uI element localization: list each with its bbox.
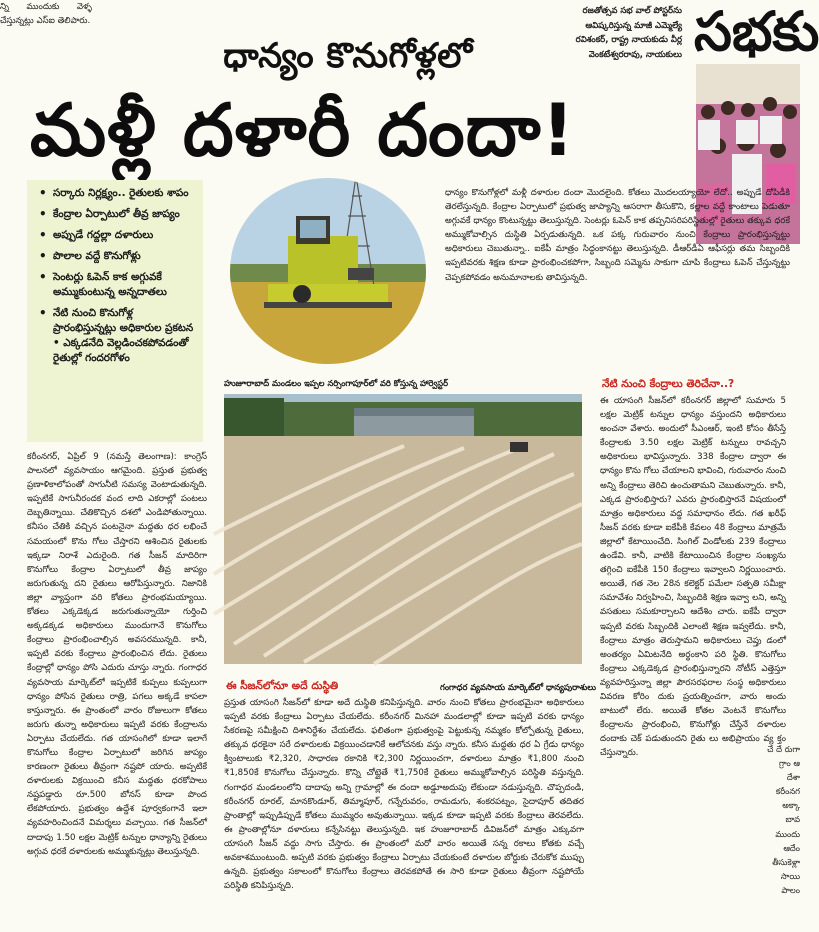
dateline-main-text: కరీంనగర్, ఏప్రిల్ 9 (నమస్తే తెలంగాణ): కాంగ్రెస్ పాలనలో వ్యవసాయం ఆగమైంది. ప్రస్తుత ప్రభుత్వ ప్రణాళికాలోపంతో సాగునీటి సమస్య వెంటాడుతున్నది. ఇప్పటికే సాగునీరందక వంద లాది ఎకరాల్లో పంటలు దెబ్బతిన్నాయి. చేతికొచ్చిన దశలో ఎండిపోతున్నాయి. కనీసం చేతికి వచ్చిన పంటనైనా మద్దతు ధర లభించే సమయంలో కొను గోలు చేస్తారని ఆశించిన రైతులకు ఇక్కడా నిరాశే ఎదురైంది. గత సీజన్ మాదిరిగా కొనుగోలు కేంద్రాల ఏర్పాటులో తీవ్ర జాప్యం జరుగుతున్న దని రైతులు ఆరోపిస్తున్నారు. నిజానికి జిల్లా వ్యాప్తంగా వరి కోతలు ప్రారంభమయ్యాయి. కోతలు ఎక్కడెక్కడ జరుగుతున్నాయో గుర్తించి అక్కడక్కడ అధికారులు ముందుగానే కొనుగోలు కేంద్రాలు ప్రారంభించాల్సిన అవసరమున్నది. కానీ, ఇప్పటి వరకు కేంద్రాలు ప్రారంభించిన లేదు. రైతులు కేంద్రాల్లో ధాన్యం పోసి ఎదురు చూస్తు న్నారు. గంగాధర వ్యవసాయ మార్కెట్‌లో ఇప్పటికే కుప్పలు కుప్పలుగా ధాన్యం పోసిన రైతులు రాత్రి, పగలు అక్కడే కాపలా కాస్తున్నారు. ఈ ప్రాంతంలో వారం రోజులుగా కోతలు జరుగు తున్నా అధికారులు ఇప్పటి వరకు కేంద్రాలను ఏర్పాటు చేయలేదు. గత యాసంగిలో కూడా ఇలాగే కొనుగోలు కేంద్రాల ఏర్పాటులో జరిగిన జాప్యం కారణంగా రైతులు తీవ్రంగా నష్టపో యారు. అప్పటికే దళారులకు విక్రయించి కనీస మద్దతు ధరకోపాలు నష్టపడ్డారు రూ.500 బోనస్ కూడా పొంద లేకపోయారు. ప్రభుత్వం ఉద్దేశ పూర్వకంగానే ఇలా వ్యవహరించిందనే విమర్శలు వచ్చాయి. గత సీజన్‌లో దాదాపు 1.50 లక్షల మెట్రిక్ టన్నుల ధాన్యాన్ని రైతులు అగ్గువ ధరకే దళారులకు అమ్ముకున్నట్లు తెలుస్తున్నది. bbox=[27, 452, 207, 857]
highlight-item: • సర్కారు నిర్లక్ష్యం.. రైతులకు శాపం bbox=[39, 186, 189, 200]
highlight-item: • పొలాల వద్దే కొనుగోళ్లు bbox=[39, 249, 141, 263]
highlight-item: • కేంద్రాల ఏర్పాటులో తీవ్ర జాప్యం bbox=[39, 207, 180, 221]
bullet-icon: • bbox=[39, 228, 47, 242]
right-column-text: ఈ యాసంగి సీజన్‌లో కరీంనగర్ జిల్లాలో సుమారు 5 లక్షల మెట్రిక్ టన్నుల ధాన్యం వస్తుందని అధికారులు అంచనా వేశారు. అందులో సీఎంఆర్, ఇంటి కోసం తీసేస్తే కేంద్రాలకు 3.50 లక్షల మెట్రిక్ టన్నులు రావచ్చని అధికారులు భావిస్తున్నారు. 338 కేంద్రాల ద్వారా ఈ ధాన్యం కొను గోలు చేయాలని భావించి, గురువారం నుంచి అన్ని కేంద్రాలు తెరిచి ఉంచుతామని చెబుతున్నారు. కానీ, ఎక్కడ ప్రారంభిస్తారు? ఎవరు ప్రారంభిస్తారనే విషయంలో మాత్రం అధికారులు వద్ద సమాధానం లేదు. గత ఖరీఫ్ సీజన్ వరకు కూడా ఐకేపీకి కేవలం 48 కేంద్రాలు మాత్రమే జిల్లాలో కేటాయించేది. సింగిల్ విండోలకు 239 కేంద్రాలు ఉండేవి. కానీ, వాటికి కేటాయించిన కేంద్రాల సంఖ్యను తగ్గించి ఐకేపీకి 150 కేంద్రాలు ఇవ్వాలని నిర్ణయించారు. అయితే, గత నెల 28న కలెక్టర్ పమేలా సత్పతి సమీక్షా సమావేశం నిర్వహించి, సిబ్బందికి శిక్షణ ఇవ్వా లని, అన్ని వసతులు సమకూర్చాలని ఆదేశిం చారు. ఐకేపీ ద్వారా ఇప్పటి వరకు సిబ్బందికి ఎలాంటి శిక్షణ ఇవ్వలేదు. కానీ, కేంద్రాలు మాత్రం తెరుస్తామని అధికారులు చెప్తు డంలో అంతర్యం ఏమిటనేది అర్థంకాని పరి స్థితి. కొనుగోలు కేంద్రాలు ఎక్కడెక్కడ ప్రారంభిస్తున్నారని నోటీస్ ఎత్తెస్తూ వ్యవహరిస్తున్నా జిల్లా పౌరసరఫరాల సంస్థ అధికారులు వివరణ కోరిం దుకు ప్రయత్నించగా, వారు అందు బాటులో లేరు. అయితే కోతల వెంటనే కొనుగోలు కేంద్రాలను ప్రారంభించి, కొనుగోళ్లు చేస్తేనే దళారుల దందాకు చెక్ పడుతుందని రైతు లు అభిప్రాయం వ్య క్తం చేస్తున్నారు. bbox=[600, 396, 786, 759]
subheading-centers-open: నేటి నుంచి కేంద్రాలు తెరిచేనా..? bbox=[602, 378, 735, 390]
bullet-icon: • bbox=[39, 270, 47, 284]
harvester-photo-caption: హుజూరాబాద్ మండలం ఇప్పల నర్సింగాపూర్‌లో వరి కోస్తున్న హార్వెస్టర్ bbox=[224, 378, 449, 388]
highlight-item: • సెంటర్లు ఓపెన్‌ కాక అగ్గువకే అమ్ముకుంటున్న అన్నదాతలు bbox=[39, 270, 167, 298]
top-left-continuation-text: న్ని ముందుకు వెళ్ళ చేస్తున్నట్లు ఎస్‌ఐ తెలిపారు. bbox=[0, 2, 92, 27]
highlight-item: • నేటి నుంచి కొనుగోళ్ల ప్రారంభిస్తున్నట్లు అధికారుల ప్రకటన • ఎక్కడనేది వెల్లడించకపోవడంతో రైతుల్లో గందరగోళం bbox=[39, 306, 194, 364]
bullet-icon: • bbox=[39, 306, 47, 320]
harvester-photo bbox=[228, 176, 428, 366]
intro-paragraph: ధాన్యం కొనుగోళ్లలో మళ్లీ దళారుల దందా మొదలైంది. కోతలు మొదలయ్యాయో లేదో.. అప్పుడే దోపిడీకి తెరలేస్తున్నది. కేంద్రాల ఏర్పాటులో ప్రభుత్వ జాప్యాన్ని ఆసరాగా తీసుకొని, కల్లాల వద్దే కాంటాలు పెడుతూ అగ్గువకే ధాన్యం కొంటున్నట్టు తెలుస్తున్నది. సెంటర్లు ఓపెన్ కాక తప్పనిసరిపరిస్థితుల్లో రైతులు తక్కువ ధరకే అమ్ముకోవాల్సిన దుస్థితి ఏర్పడుతున్నది. ఒక పక్క గురువారం నుంచి కేంద్రాలు ప్రారంభిస్తున్నట్టు అధికారులు చెబుతున్నా.. ఐకేపీ మాత్రం సిద్ధంకానట్టు తెలుస్తున్నది. డీఆర్‌డీఏ ఆఫీసర్లు తమ సిబ్బందికి ఇప్పటివరకు శిక్షణ కూడా ప్రారంభించకపోగా, సిబ్బంది సమ్మెను సాకుగా చూపి కేంద్రాలు ఓపెన్ చేస్తున్నట్టు చెప్పకపోవడం అనుమానాలకు తావిస్తున్నది. bbox=[445, 188, 790, 283]
bullet-icon: • bbox=[39, 186, 47, 200]
bullet-icon: • bbox=[39, 249, 47, 263]
grain-yard-photo-caption: గంగాధర వ్యవసాయ మార్కెట్‌లో ధాన్యపురాశులు bbox=[440, 682, 597, 692]
headline: మళ్లీ దళారీ దందా! bbox=[30, 88, 576, 172]
bullet-icon: • bbox=[39, 207, 47, 221]
adjacent-story-heading: సభకు bbox=[694, 0, 819, 63]
season-section-text: ప్రస్తుత యాసంగి సీజన్‌లో కూడా అదే దుస్థితి కనిపిస్తున్నది. వారం నుంచి కోతలు ప్రారంభమైనా అధికారులు ఇప్పటి వరకు కేంద్రాలు ఏర్పాటు చేయలేదు. కరీంనగర్ మినహా మండలాల్లో కూడా ఇప్పటి వరకు ధాన్యం సేకరణపై సమీక్షించి దిశానిర్దేశం చేయలేదు. ఫలితంగా ప్రభుత్వంపై పెట్టుకున్న నమ్మకం కోల్పోతున్న రైతులు, తక్కువ ధరకైనా సరే దళారులకు విక్రయించడానికే ఆలోచనకు వస్తు న్నారు. కనీస మద్దతు ధర ఏ గ్రేడు ధాన్యం క్వింటాలుకు ₹2,320, సాధారణ రకానికి ₹2,300 నిర్ణయించగా, దళారులు మాత్రం ₹1,800 నుంచి ₹1,850కే కొనుగోలు చేస్తున్నారు. కొన్ని చోట్లైతే ₹1,750కే రైతులు అమ్ముకోవాల్సిన పరిస్థితి వస్తున్నది. గంగాధర మండలంలోని దాదాపు అన్ని గ్రామాల్లో ఈ దందా అడ్డూఅదుపు లేకుండా నడుస్తున్నది. చొప్పదండి, కరీంనగర్ రూరల్, మానకొండూర్, తిమ్మాపూర్, గన్నేరువరం, రామడుగు, శంకరపట్నం, సైదాపూర్ తదితర ప్రాంతాల్లో ఇప్పుడిప్పుడే కోతలు ముమ్మరం అవుతున్నాయి. ఇక్కడ కూడా ఇప్పటి వరకు కేంద్రాలు తెరవలేదు. ఈ ప్రాంతాల్లోనూ దళారులు కన్నేసినట్టు తెలుస్తున్నది. ఇక హుజూరాబాద్ డివిజన్‌లో మాత్రం ఎక్కువగా యాసంగి సీజన్ వద్దు సాగు చేస్తారు. ఈ ప్రాంతంలో మరో వారం అయితే సన్న రకాలు కోతకు వచ్చే అవకాశముంటుంది. అప్పటి వరకు ప్రభుత్వం కేంద్రాలు ఏర్పాటు చేయకుంటే దళారుల బోర్డుకు చేరుకోక ముప్పు ఉన్నది. ప్రభుత్వం సకాలంలో కొనుగోలు కేంద్రాలు తెరవకపోతే ఈ సారి కూడా రైతులు తీవ్రంగా నష్టపోయే పరిస్థితి కనిపిస్తున్నది. bbox=[224, 698, 584, 892]
grain-yard-photo bbox=[224, 394, 582, 664]
headline-kicker: ధాన్యం కొనుగోళ్లలో bbox=[223, 36, 473, 76]
highlights-box bbox=[27, 180, 203, 442]
highlight-item: • అప్పుడే గద్దల్లా దళారులు bbox=[39, 228, 154, 242]
adjacent-story-fragment: చే దే రుగా గ్రాం ఆ దేశా కరీంనగ అక్కా బావ ముందు ఆదేం తీసుకెళ్లా సాయి పాలం bbox=[767, 744, 800, 895]
poster-release-caption: రజతోత్సవ సభ వాల్ పోస్టర్‌ను ఆవిష్కరిస్తున్న మాజీ ఎమ్మెల్యే రవిశంకర్, రాష్ట్ర నాయకుడు వీర్ల వెంకటేశ్వరరావు, నాయకులు bbox=[575, 6, 682, 60]
subheading-same-plight: ఈ సీజన్‌లోనూ అదే దుస్థితి bbox=[226, 680, 339, 692]
